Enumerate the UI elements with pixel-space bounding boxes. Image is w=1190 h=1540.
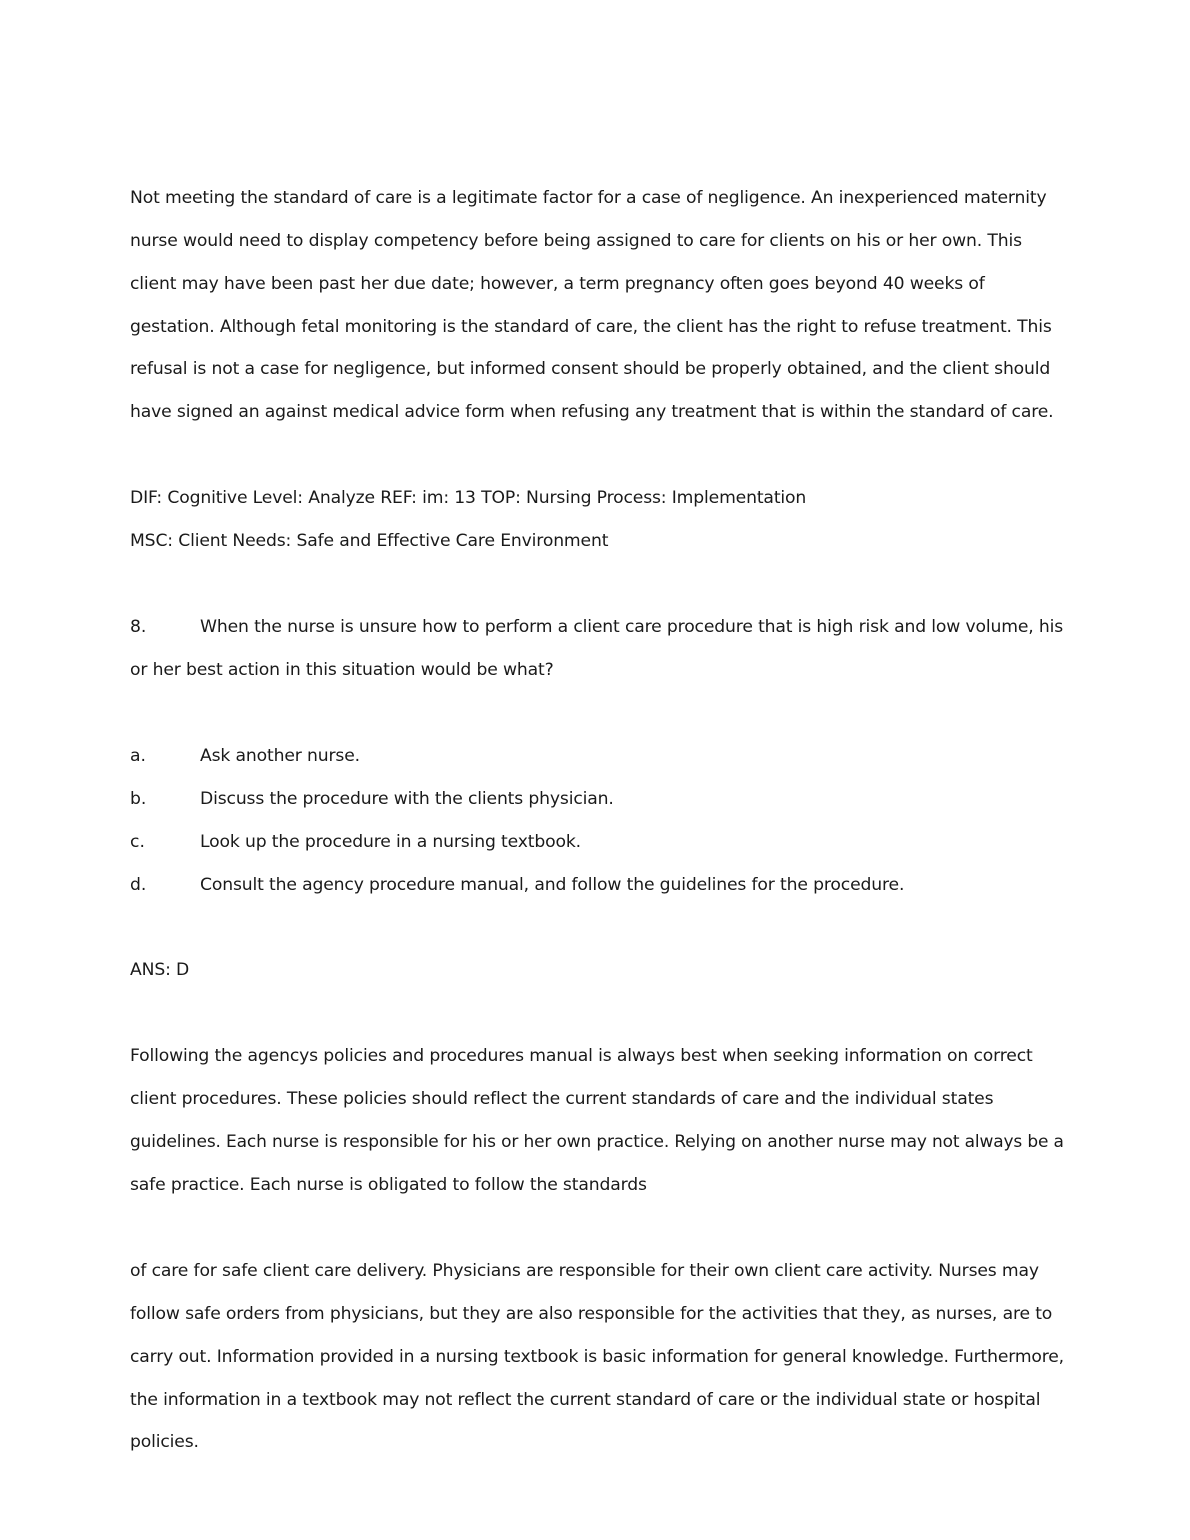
question-stem-line-1: When the nurse is unsure how to perform a client care procedure that is high risk and low volume, his	[200, 617, 1064, 637]
text-line: gestation. Although fetal monitoring is the standard of care, the client has the right to refuse treatment. This	[130, 317, 1052, 337]
question-number: 8.	[130, 617, 147, 637]
option-letter: b.	[130, 789, 147, 809]
text-line: the information in a textbook may not reflect the current standard of care or the individual state or hospital	[130, 1390, 1041, 1410]
text-line: Following the agencys policies and procedures manual is always best when seeking information on correct	[130, 1046, 1033, 1066]
option-letter: c.	[130, 832, 145, 852]
dif-line: DIF: Cognitive Level: Analyze REF: im: 13 TOP: Nursing Process: Implementation	[130, 488, 807, 508]
text-line: Not meeting the standard of care is a legitimate factor for a case of negligence. An inexperienced maternity	[130, 188, 1047, 208]
option-letter: a.	[130, 746, 146, 766]
answer-key: ANS: D	[130, 960, 190, 980]
option-letter: d.	[130, 875, 147, 895]
option-text: Ask another nurse.	[200, 746, 360, 766]
text-line: client procedures. These policies should reflect the current standards of care and the individual states	[130, 1089, 994, 1109]
option-text: Look up the procedure in a nursing textbook.	[200, 832, 581, 852]
msc-line: MSC: Client Needs: Safe and Effective Care Environment	[130, 531, 609, 551]
text-line: carry out. Information provided in a nursing textbook is basic information for general knowledge. Furthermore,	[130, 1347, 1064, 1367]
text-line: follow safe orders from physicians, but they are also responsible for the activities that they, as nurses, are to	[130, 1304, 1053, 1324]
text-line: nurse would need to display competency before being assigned to care for clients on his or her own. This	[130, 231, 1022, 251]
option-text: Discuss the procedure with the clients physician.	[200, 789, 614, 809]
text-line: refusal is not a case for negligence, but informed consent should be properly obtained, and the client should	[130, 359, 1051, 379]
text-line: safe practice. Each nurse is obligated to follow the standards	[130, 1175, 647, 1195]
question-stem-line-2: or her best action in this situation would be what?	[130, 660, 554, 680]
text-line: client may have been past her due date; however, a term pregnancy often goes beyond 40 weeks of	[130, 274, 985, 294]
option-text: Consult the agency procedure manual, and follow the guidelines for the procedure.	[200, 875, 905, 895]
text-line: policies.	[130, 1432, 199, 1452]
text-line: of care for safe client care delivery. Physicians are responsible for their own client care activity. Nurses may	[130, 1261, 1039, 1281]
text-line: guidelines. Each nurse is responsible for his or her own practice. Relying on another nurse may not always be a	[130, 1132, 1064, 1152]
text-line: have signed an against medical advice form when refusing any treatment that is within the standard of care.	[130, 402, 1054, 422]
